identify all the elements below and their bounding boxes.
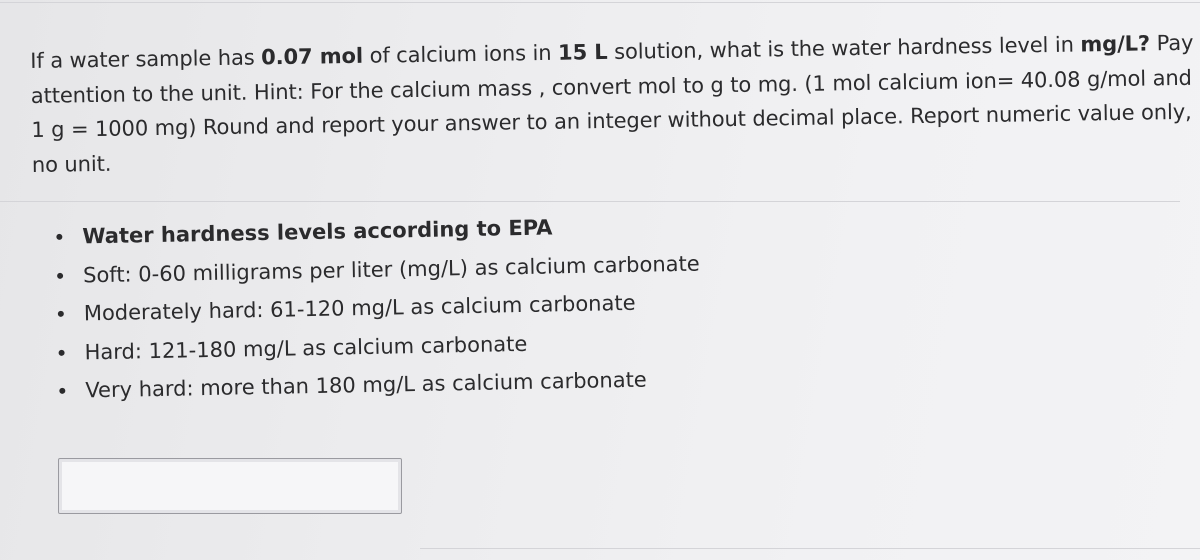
answer-input[interactable] (58, 458, 402, 514)
question-text (30, 26, 1200, 182)
hardness-level-moderate: Moderately hard: 61-120 mg/L as calcium carbonate (83, 290, 636, 326)
bullet-icon (57, 272, 63, 278)
question-volume: 15 L (557, 39, 608, 65)
question-divider (0, 201, 1180, 202)
hardness-level-very-hard: Very hard: more than 180 mg/L as calcium carbonate (85, 367, 647, 403)
hardness-heading: Water hardness levels according to EPA (82, 215, 553, 249)
question-part1: If a water sample has (30, 45, 262, 73)
hardness-level-hard: Hard: 121-180 mg/L as calcium carbonate (84, 331, 528, 364)
question-part3: solution, what is the water hardness level in (607, 32, 1081, 64)
question-mol-amount: 0.07 mol (260, 43, 364, 70)
hardness-levels-list (52, 203, 816, 410)
hardness-level-soft: Soft: 0-60 milligrams per liter (mg/L) as calcium carbonate (82, 251, 700, 287)
question-part2: of calcium ions in (362, 40, 559, 68)
bullet-icon (58, 311, 64, 317)
bullet-icon (56, 234, 62, 240)
question-unit: mg/L? (1080, 31, 1151, 57)
bottom-divider (420, 548, 1200, 549)
question-part4: Pay attention to the unit. Hint: For the calcium mass , convert mol to g to mg. (1 mol calcium ion= 40.08 g/mol and 1 g = 1000 mg) Round and report your answer to an integer without decimal place. Report numeric value only, no unit. (30, 30, 1194, 177)
top-divider (0, 2, 1200, 3)
question-block (30, 26, 1200, 182)
bullet-icon (59, 388, 65, 394)
bullet-icon (59, 349, 65, 355)
